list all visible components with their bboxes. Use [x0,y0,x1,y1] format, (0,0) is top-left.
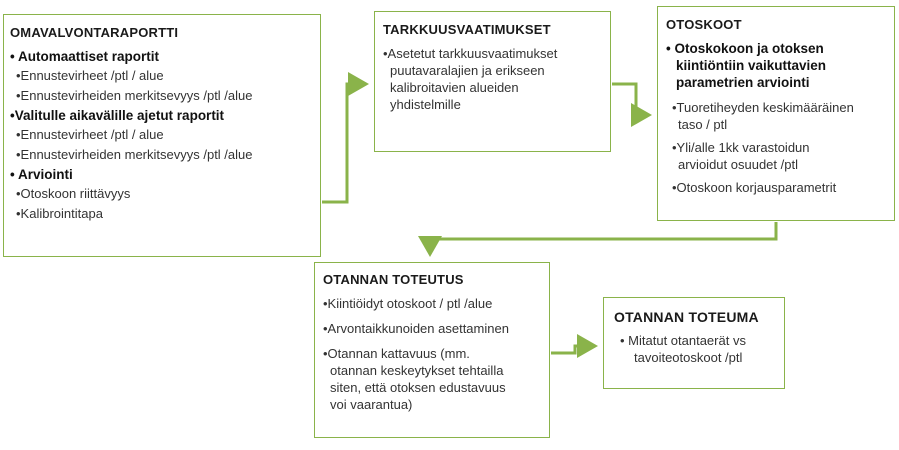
arrow-otoskoot-to-toteutus [430,222,776,254]
item-text: •Ennustevirheet /ptl / alue [16,127,164,142]
item-text: •Tuoretiheyden keskimääräinen [672,100,854,115]
item-text: siten, että otoksen edustavuus [330,380,506,395]
item-text: •Yli/alle 1kk varastoidun [672,140,810,155]
heading-arviointi: • Arviointi [10,167,73,182]
arrow-toteutus-to-toteuma [551,346,595,353]
item-text: •Asetetut tarkkuusvaatimukset [383,46,558,61]
box-title: OMAVALVONTARAPORTTI [10,25,179,40]
item-text: • Mitatut otantaerät vs [620,333,746,348]
item-text: •Ennustevirheiden merkitsevyys /ptl /alue [16,147,253,162]
box-title: TARKKUUSVAATIMUKSET [383,22,551,37]
item-text: tavoiteotoskoot /ptl [634,350,743,365]
item-text: •Kalibrointitapa [16,206,103,221]
box-title: OTOSKOOT [666,17,742,32]
item-text: yhdistelmille [390,97,461,112]
item-text: otannan keskeytykset tehtailla [330,363,504,378]
item-text: •Ennustevirheiden merkitsevyys /ptl /alue [16,88,253,103]
heading-parametrit: kiintiöntiin vaikuttavien [676,58,827,73]
item-text: •Otannan kattavuus (mm. [323,346,470,361]
item-text: •Otoskoon riittävyys [16,186,131,201]
arrow-omavalvonta-to-tarkkuus [322,84,366,202]
box-title: OTANNAN TOTEUMA [614,309,759,325]
item-text: •Ennustevirheet /ptl / alue [16,68,164,83]
heading-automaattiset: • Automaattiset raportit [10,49,159,64]
heading-valitulle: •Valitulle aikavälille ajetut raportit [10,108,225,123]
arrow-tarkkuus-to-otoskoot [612,84,649,115]
heading-parametrit: parametrien arviointi [676,75,810,90]
heading-parametrit: • Otoskokoon ja otoksen [666,41,824,56]
item-text: voi vaarantua) [330,397,413,412]
item-text: •Otoskoon korjausparametrit [672,180,837,195]
item-text: •Kiintiöidyt otoskoot / ptl /alue [323,296,493,311]
box-title: OTANNAN TOTEUTUS [323,272,464,287]
item-text: arvioidut osuudet /ptl [678,157,798,172]
item-text: •Arvontaikkunoiden asettaminen [323,321,509,336]
item-text: puutavaralajien ja erikseen [390,63,545,78]
item-text: kalibroitavien alueiden [390,80,519,95]
item-text: taso / ptl [678,117,728,132]
